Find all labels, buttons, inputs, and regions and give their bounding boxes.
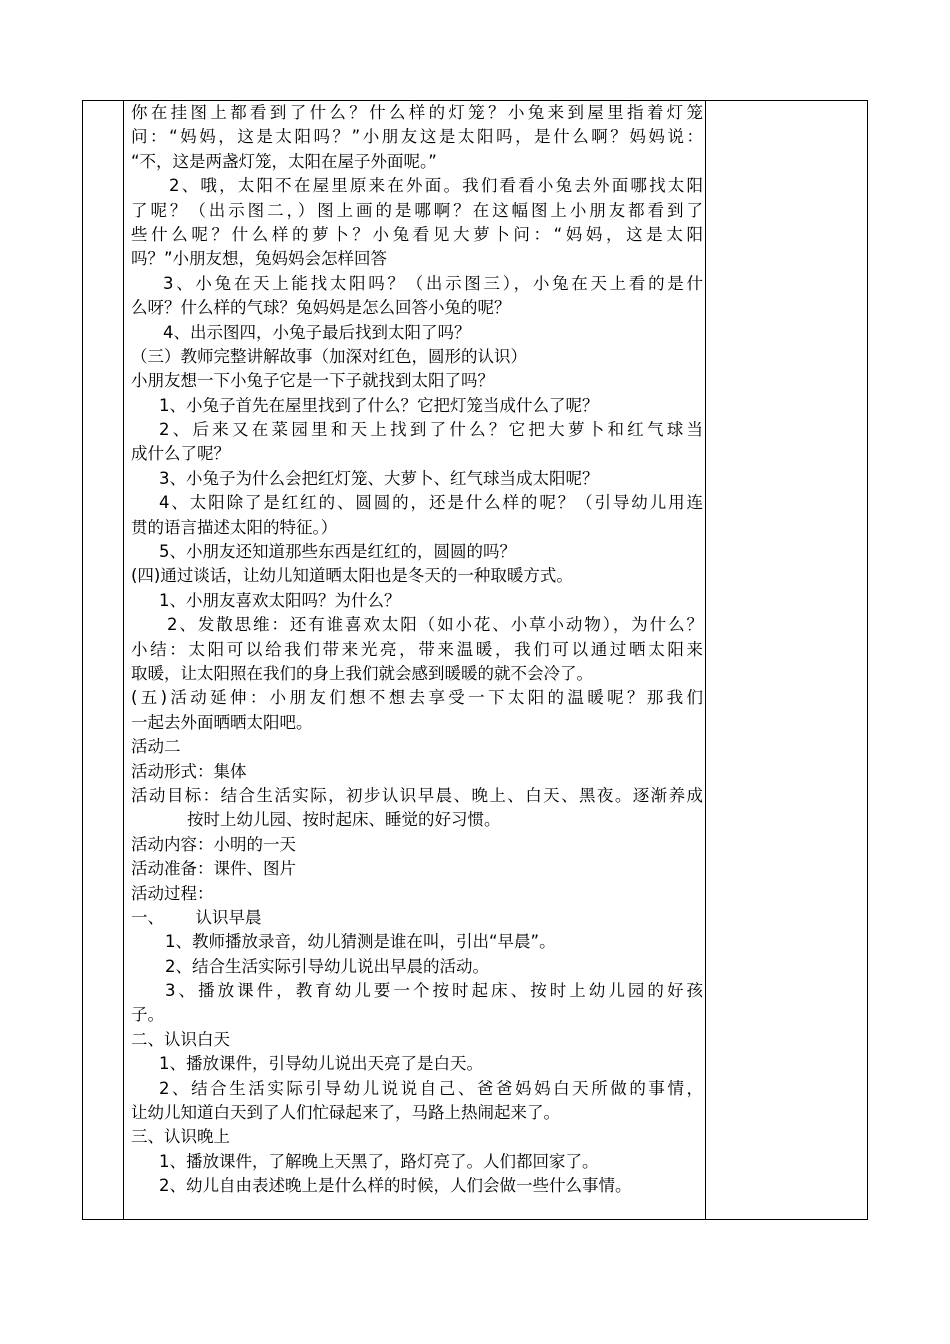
content-line: “不，这是两盏灯笼，太阳在屋子外面呢。” bbox=[131, 151, 437, 171]
content-line: 让幼儿知道白天到了人们忙碌起来了，马路上热闹起来了。 bbox=[131, 1103, 560, 1123]
content-line: 活动内容：小明的一天 bbox=[131, 834, 296, 854]
content-line: 么呀？什么样的气球？兔妈妈是怎么回答小兔的呢？ bbox=[131, 298, 511, 318]
content-line: 活动形式：集体 bbox=[131, 761, 247, 781]
content-line: 成什么了呢？ bbox=[131, 444, 230, 464]
content-line: 吗？”小朋友想，兔妈妈会怎样回答 bbox=[131, 249, 388, 269]
content-line: 1、小朋友喜欢太阳吗？为什么？ bbox=[159, 590, 401, 610]
content-line: 3、小兔在天上能找太阳吗？（出示图三），小兔在天上看的是什 bbox=[163, 273, 703, 293]
content-line: 活动二 bbox=[131, 737, 181, 757]
column-divider-left bbox=[123, 101, 124, 1219]
content-line: 贯的语言描述太阳的特征。） bbox=[131, 517, 338, 537]
content-line: 2、哦，太阳不在屋里原来在外面。我们看看小兔去外面哪找太阳 bbox=[169, 176, 703, 196]
content-line: 你在挂图上都看到了什么？什么样的灯笼？小兔来到屋里指着灯笼 bbox=[131, 103, 703, 122]
content-line: 4、太阳除了是红红的、圆圆的，还是什么样的呢？（引导幼儿用连 bbox=[159, 493, 703, 513]
lesson-content-cell bbox=[131, 101, 703, 1199]
content-line: 3、播放课件，教育幼儿要一个按时起床、按时上幼儿园的好孩 bbox=[165, 981, 703, 1001]
content-line: （三）教师完整讲解故事（加深对红色，圆形的认识） bbox=[131, 346, 527, 366]
content-line: 些什么呢？什么样的萝卜？小兔看见大萝卜问：“妈妈，这是太阳 bbox=[131, 224, 703, 244]
content-line: 活动目标：结合生活实际，初步认识早晨、晚上、白天、黑夜。逐渐养成 bbox=[131, 785, 703, 805]
content-line: 活动准备：课件、图片 bbox=[131, 859, 296, 879]
content-line: (四)通过谈话，让幼儿知道晒太阳也是冬天的一种取暖方式。 bbox=[131, 566, 573, 586]
content-line: 4、出示图四，小兔子最后找到太阳了吗？ bbox=[163, 322, 471, 342]
content-line: 2、后来又在菜园里和天上找到了什么？它把大萝卜和红气球当 bbox=[159, 420, 703, 440]
content-line: 取暖，让太阳照在我们的身上我们就会感到暖暖的就不会冷了。 bbox=[131, 663, 593, 683]
content-line: 问：“妈妈，这是太阳吗？”小朋友这是太阳吗，是什么啊？妈妈说： bbox=[131, 127, 703, 147]
content-line: 三、认识晚上 bbox=[131, 1127, 230, 1147]
column-divider-right bbox=[705, 101, 706, 1219]
content-line: 3、小兔子为什么会把红灯笼、大萝卜、红气球当成太阳呢？ bbox=[159, 468, 599, 488]
content-line: 2、结合生活实际引导幼儿说出早晨的活动。 bbox=[165, 956, 489, 976]
content-line: 2、幼儿自由表述晚上是什么样的时候，人们会做一些什么事情。 bbox=[159, 1176, 632, 1196]
content-line: 二、认识白天 bbox=[131, 1029, 230, 1049]
content-line: 子。 bbox=[131, 1005, 164, 1025]
content-line: 1、小兔子首先在屋里找到了什么？它把灯笼当成什么了呢？ bbox=[159, 395, 599, 415]
content-line: 小结：太阳可以给我们带来光亮，带来温暖，我们可以通过晒太阳来 bbox=[131, 639, 703, 659]
content-line: 活动过程： bbox=[131, 883, 214, 903]
lesson-plan-table bbox=[82, 100, 868, 1220]
content-line: 1、播放课件，了解晚上天黑了，路灯亮了。人们都回家了。 bbox=[159, 1151, 599, 1171]
content-line: (五)活动延伸：小朋友们想不想去享受一下太阳的温暖呢？那我们 bbox=[131, 688, 703, 708]
content-line: 按时上幼儿园、按时起床、睡觉的好习惯。 bbox=[187, 810, 501, 830]
content-line: 2、发散思维：还有谁喜欢太阳（如小花、小草小动物），为什么？ bbox=[167, 615, 703, 635]
content-line: 1、教师播放录音，幼儿猜测是谁在叫，引出“早晨”。 bbox=[165, 932, 556, 952]
content-line: 5、小朋友还知道那些东西是红红的，圆圆的吗？ bbox=[159, 542, 516, 562]
content-line: 1、播放课件，引导幼儿说出天亮了是白天。 bbox=[159, 1054, 483, 1074]
content-line: 2、结合生活实际引导幼儿说说自己、爸爸妈妈白天所做的事情， bbox=[159, 1078, 703, 1098]
content-line: 小朋友想一下小兔子它是一下子就找到太阳了吗？ bbox=[131, 371, 494, 391]
content-line: 一起去外面晒晒太阳吧。 bbox=[131, 712, 313, 732]
content-line: 一、 认识早晨 bbox=[131, 907, 262, 927]
content-line: 了呢？（出示图二，）图上画的是哪啊？在这幅图上小朋友都看到了 bbox=[131, 200, 703, 220]
